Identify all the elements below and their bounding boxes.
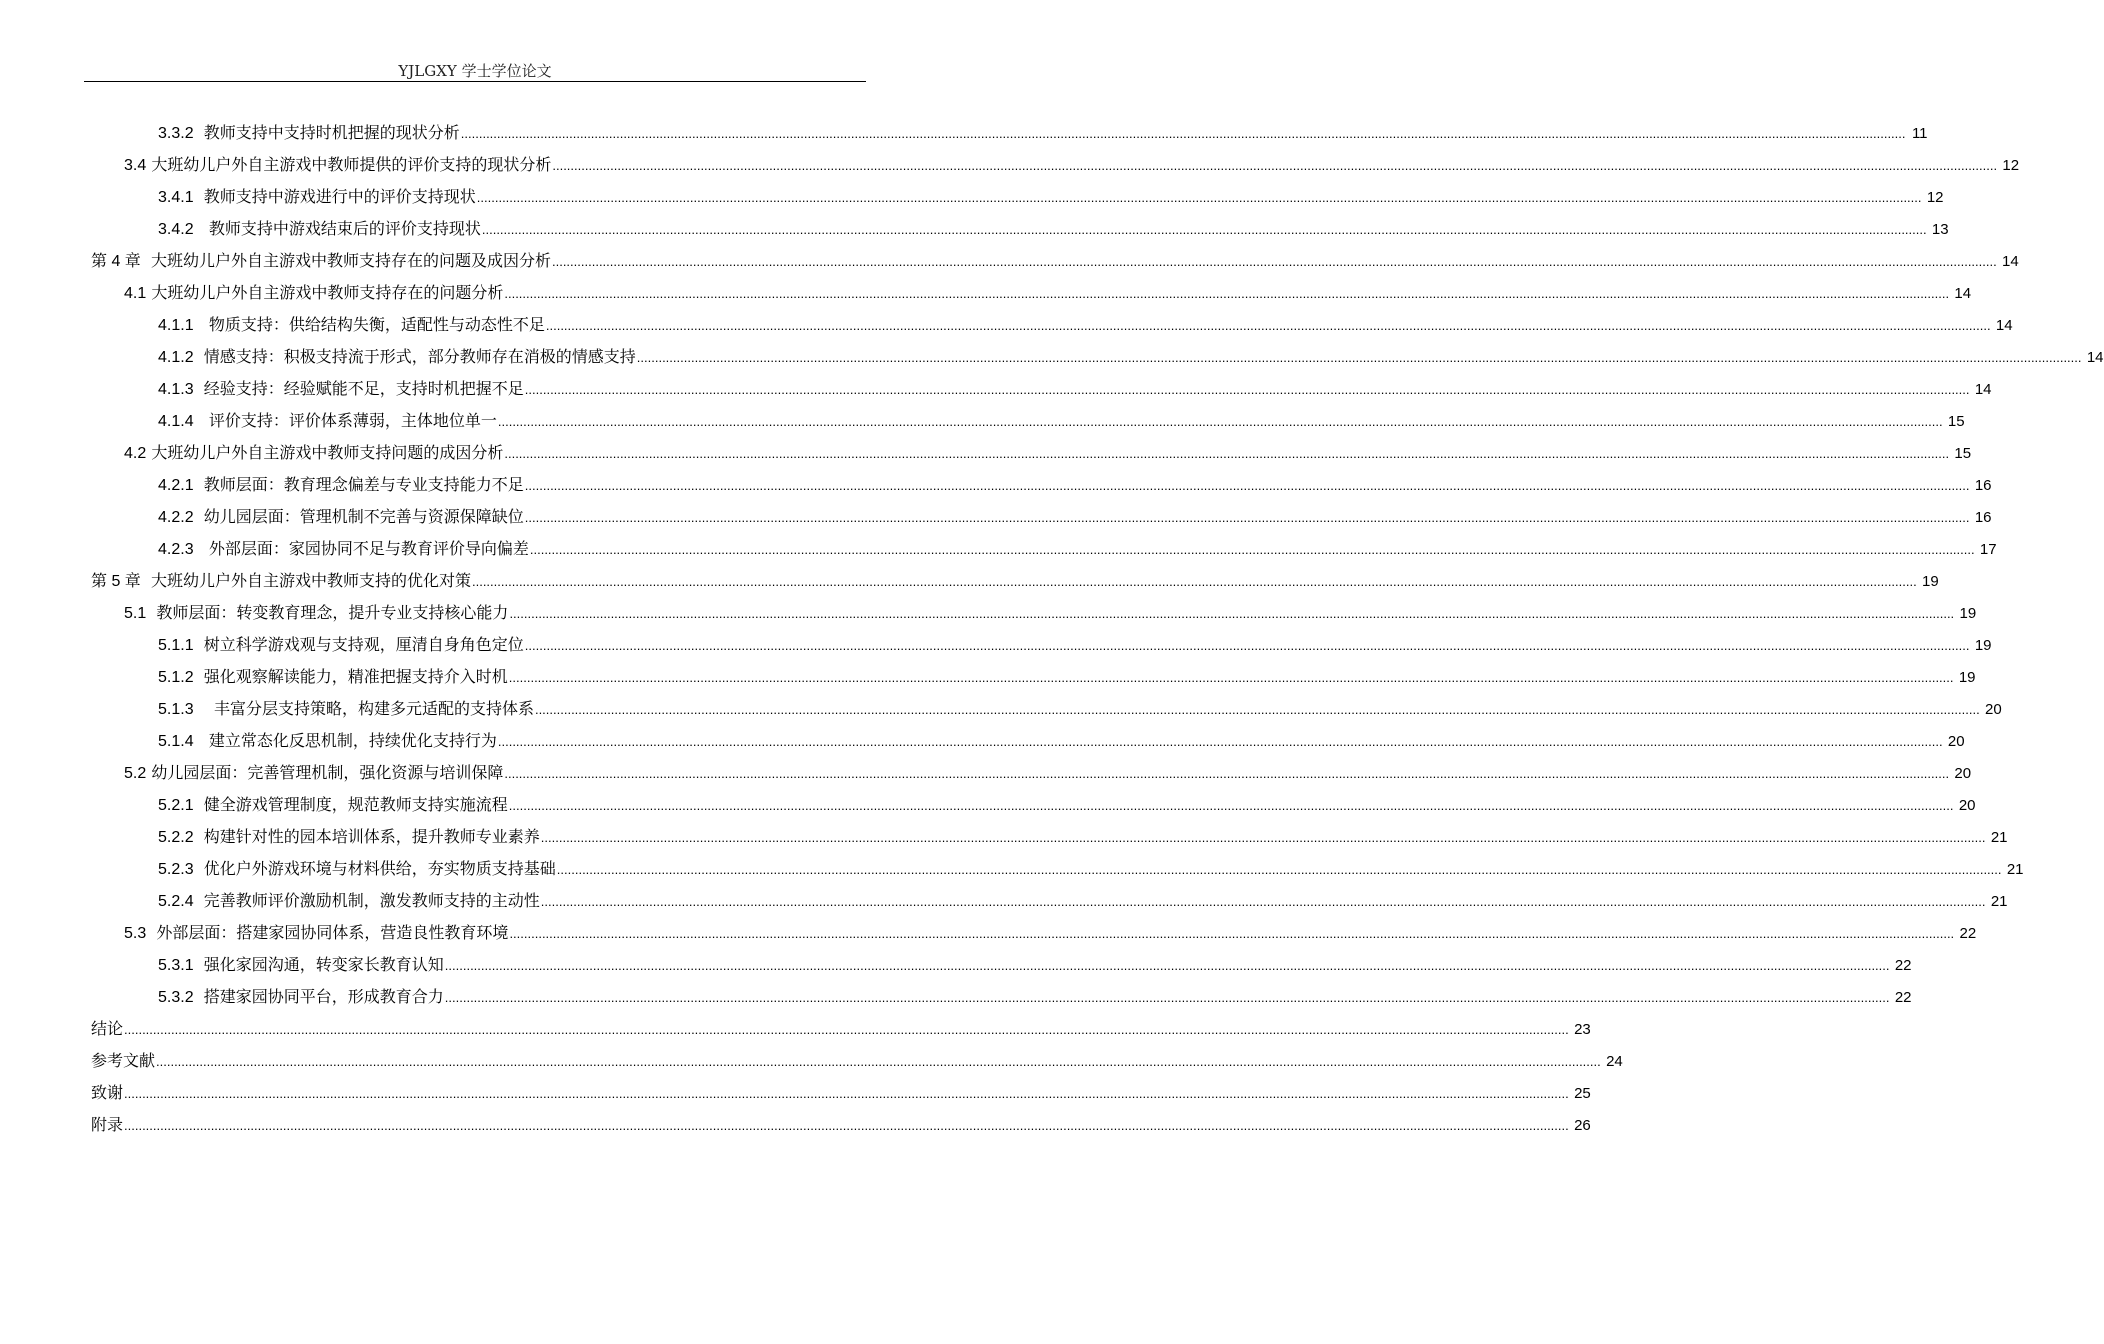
toc-entry-number: 3.3.2 xyxy=(158,125,194,142)
toc-leader-dots: ................................................................................................................................................................................................................................................................................................................................................................................................................ xyxy=(156,1054,1601,1069)
toc-entry[interactable] xyxy=(124,597,1977,629)
toc-leader-dots: ................................................................................................................................................................................................................................................................................................................................................................................................................ xyxy=(545,318,1991,333)
toc-leader-dots: ................................................................................................................................................................................................................................................................................................................................................................................................................ xyxy=(534,702,1980,717)
toc-entry-title: 建立常态化反思机制，持续优化支持行为 xyxy=(208,731,497,750)
toc-entry-title: 丰富分层支持策略，构建多元适配的支持体系 xyxy=(213,699,534,718)
toc-entry-title: 评价支持：评价体系薄弱，主体地位单一 xyxy=(208,411,497,430)
toc-entry-page: 14 xyxy=(1995,317,2013,334)
toc-entry[interactable] xyxy=(158,373,1992,405)
toc-leader-dots: ................................................................................................................................................................................................................................................................................................................................................................................................................ xyxy=(552,158,1998,173)
toc-entry[interactable] xyxy=(158,213,1949,245)
toc-entry-page: 22 xyxy=(1894,957,1912,974)
toc-entry-title: 健全游戏管理制度，规范教师支持实施流程 xyxy=(203,795,508,814)
toc-entry-page: 12 xyxy=(1926,189,1944,206)
toc-leader-dots: ................................................................................................................................................................................................................................................................................................................................................................................................................ xyxy=(504,766,1950,781)
toc-entry[interactable] xyxy=(124,149,2020,181)
toc-leader-dots: ................................................................................................................................................................................................................................................................................................................................................................................................................ xyxy=(471,574,1917,589)
toc-entry-title: 教师支持中游戏进行中的评价支持现状 xyxy=(203,187,476,206)
toc-entry-number: 4.2.1 xyxy=(158,477,194,494)
toc-entry-number: 4.1.2 xyxy=(158,349,194,366)
toc-entry-page: 22 xyxy=(1959,925,1977,942)
toc-leader-dots: ................................................................................................................................................................................................................................................................................................................................................................................................................ xyxy=(556,862,2002,877)
header-divider xyxy=(84,81,866,82)
toc-entry-number: 第 4 章 xyxy=(91,253,141,270)
toc-entry[interactable] xyxy=(158,181,1944,213)
toc-entry[interactable] xyxy=(124,917,1977,949)
toc-entry[interactable] xyxy=(124,277,1972,309)
toc-leader-dots: ................................................................................................................................................................................................................................................................................................................................................................................................................ xyxy=(460,126,1906,141)
toc-entry-number: 5.3 xyxy=(124,925,147,942)
toc-leader-dots: ................................................................................................................................................................................................................................................................................................................................................................................................................ xyxy=(524,638,1970,653)
toc-entry[interactable] xyxy=(158,117,1928,149)
toc-entry-number: 5.3.2 xyxy=(158,989,194,1006)
toc-entry-page: 20 xyxy=(1985,701,2002,718)
toc-leader-dots: ................................................................................................................................................................................................................................................................................................................................................................................................................ xyxy=(444,958,1890,973)
toc-entry-title: 附录 xyxy=(91,1115,124,1134)
toc-entry-title: 参考文献 xyxy=(91,1051,156,1070)
toc-entry-page: 20 xyxy=(1958,797,1976,814)
toc-entry[interactable] xyxy=(91,1013,1591,1045)
toc-entry-page: 14 xyxy=(1974,381,1992,398)
toc-leader-dots: ................................................................................................................................................................................................................................................................................................................................................................................................................ xyxy=(124,1118,1569,1133)
toc-entry-title: 教师层面：教育理念偏差与专业支持能力不足 xyxy=(203,475,524,494)
toc-entry-page: 19 xyxy=(1974,637,1992,654)
toc-entry-number: 5.2.4 xyxy=(158,893,194,910)
toc-entry-page: 20 xyxy=(1954,765,1972,782)
toc-entry-number: 5.1.1 xyxy=(158,637,194,654)
toc-entry-title: 幼儿园层面：管理机制不完善与资源保障缺位 xyxy=(203,507,524,526)
toc-entry-title: 大班幼儿户外自主游戏中教师支持存在的问题及成因分析 xyxy=(150,251,551,270)
toc-entry-number: 4.1 xyxy=(124,285,147,302)
toc-leader-dots: ................................................................................................................................................................................................................................................................................................................................................................................................................ xyxy=(636,350,2082,365)
toc-entry[interactable] xyxy=(158,341,2104,373)
toc-entry-number: 4.1.3 xyxy=(158,381,194,398)
toc-entry[interactable] xyxy=(158,853,2024,885)
toc-entry-number: 4.1.1 xyxy=(158,317,194,334)
toc-leader-dots: ................................................................................................................................................................................................................................................................................................................................................................................................................ xyxy=(508,670,1954,685)
toc-entry[interactable] xyxy=(158,949,1912,981)
toc-entry[interactable] xyxy=(91,1045,1623,1077)
toc-entry-number: 4.2.2 xyxy=(158,509,194,526)
toc-entry-page: 14 xyxy=(2086,349,2104,366)
toc-leader-dots: ................................................................................................................................................................................................................................................................................................................................................................................................................ xyxy=(476,190,1922,205)
toc-entry-number: 4.2.3 xyxy=(158,541,194,558)
toc-leader-dots: ................................................................................................................................................................................................................................................................................................................................................................................................................ xyxy=(481,222,1927,237)
toc-entry-number: 4.1.4 xyxy=(158,413,194,430)
toc-entry-title: 物质支持：供给结构失衡，适配性与动态性不足 xyxy=(208,315,545,334)
toc-entry[interactable] xyxy=(158,725,1965,757)
toc-entry[interactable] xyxy=(158,789,1976,821)
toc-leader-dots: ................................................................................................................................................................................................................................................................................................................................................................................................................ xyxy=(509,606,1955,621)
toc-leader-dots: ................................................................................................................................................................................................................................................................................................................................................................................................................ xyxy=(497,414,1943,429)
toc-entry[interactable] xyxy=(91,565,1939,597)
toc-entry-title: 经验支持：经验赋能不足，支持时机把握不足 xyxy=(203,379,524,398)
toc-entry[interactable] xyxy=(158,469,1992,501)
toc-entry-title: 教师层面：转变教育理念，提升专业支持核心能力 xyxy=(156,603,509,622)
toc-entry-page: 13 xyxy=(1931,221,1949,238)
toc-entry-page: 23 xyxy=(1574,1021,1591,1038)
toc-entry-title: 外部层面：家园协同不足与教育评价导向偏差 xyxy=(208,539,529,558)
toc-entry-number: 5.1 xyxy=(124,605,147,622)
toc-entry[interactable] xyxy=(158,533,1997,565)
toc-entry[interactable] xyxy=(158,821,2008,853)
toc-entry-title: 大班幼儿户外自主游戏中教师支持的优化对策 xyxy=(150,571,471,590)
toc-entry[interactable] xyxy=(158,661,1976,693)
toc-entry-page: 25 xyxy=(1574,1085,1591,1102)
toc-entry-page: 15 xyxy=(1947,413,1965,430)
toc-leader-dots: ................................................................................................................................................................................................................................................................................................................................................................................................................ xyxy=(524,382,1970,397)
toc-entry-page: 14 xyxy=(1954,285,1972,302)
toc-entry-title: 幼儿园层面：完善管理机制，强化资源与培训保障 xyxy=(151,763,504,782)
toc-entry-title: 教师支持中游戏结束后的评价支持现状 xyxy=(208,219,481,238)
toc-entry-number: 第 5 章 xyxy=(91,573,141,590)
toc-entry-page: 15 xyxy=(1954,445,1972,462)
toc-entry-title: 外部层面：搭建家园协同体系，营造良性教育环境 xyxy=(156,923,509,942)
toc-entry-number: 5.1.3 xyxy=(158,701,194,718)
toc-entry-page: 21 xyxy=(1990,829,2008,846)
toc-entry-title: 大班幼儿户外自主游戏中教师支持存在的问题分析 xyxy=(151,283,504,302)
toc-entry-title: 强化观察解读能力，精准把握支持介入时机 xyxy=(203,667,508,686)
toc-entry-page: 24 xyxy=(1606,1053,1623,1070)
toc-entry-title: 大班幼儿户外自主游戏中教师提供的评价支持的现状分析 xyxy=(151,155,552,174)
toc-entry-title: 致谢 xyxy=(91,1083,124,1102)
toc-entry-title: 搭建家园协同平台，形成教育合力 xyxy=(203,987,444,1006)
toc-entry[interactable] xyxy=(158,405,1965,437)
toc-entry-page: 17 xyxy=(1979,541,1997,558)
toc-leader-dots: ................................................................................................................................................................................................................................................................................................................................................................................................................ xyxy=(124,1022,1569,1037)
toc-entry[interactable] xyxy=(158,981,1912,1013)
toc-entry[interactable] xyxy=(158,629,1992,661)
toc-entry[interactable] xyxy=(158,693,2002,725)
toc-entry-page: 11 xyxy=(1911,125,1928,142)
toc-leader-dots: ................................................................................................................................................................................................................................................................................................................................................................................................................ xyxy=(540,894,1986,909)
toc-entry-page: 20 xyxy=(1947,733,1965,750)
toc-entry-number: 4.2 xyxy=(124,445,147,462)
toc-entry-number: 5.1.2 xyxy=(158,669,194,686)
toc-entry[interactable] xyxy=(158,885,2008,917)
toc-leader-dots: ................................................................................................................................................................................................................................................................................................................................................................................................................ xyxy=(444,990,1890,1005)
toc-entry-title: 强化家园沟通，转变家长教育认知 xyxy=(203,955,444,974)
toc-entry-page: 19 xyxy=(1959,605,1977,622)
toc-leader-dots: ................................................................................................................................................................................................................................................................................................................................................................................................................ xyxy=(504,446,1950,461)
toc-entry-number: 3.4.1 xyxy=(158,189,194,206)
toc-entry-title: 树立科学游戏观与支持观，厘清自身角色定位 xyxy=(203,635,524,654)
toc-leader-dots: ................................................................................................................................................................................................................................................................................................................................................................................................................ xyxy=(551,254,1997,269)
toc-entry-number: 5.1.4 xyxy=(158,733,194,750)
toc-leader-dots: ................................................................................................................................................................................................................................................................................................................................................................................................................ xyxy=(124,1086,1569,1101)
toc-entry-page: 21 xyxy=(2006,861,2024,878)
toc-leader-dots: ................................................................................................................................................................................................................................................................................................................................................................................................................ xyxy=(524,510,1970,525)
toc-entry-number: 5.2.1 xyxy=(158,797,194,814)
toc-entry[interactable] xyxy=(91,1109,1591,1141)
toc-entry[interactable] xyxy=(158,501,1992,533)
toc-leader-dots: ................................................................................................................................................................................................................................................................................................................................................................................................................ xyxy=(540,830,1986,845)
toc-entry-page: 19 xyxy=(1922,573,1939,590)
toc-entry-number: 5.2 xyxy=(124,765,147,782)
toc-entry[interactable] xyxy=(124,757,1972,789)
toc-entry[interactable] xyxy=(91,1077,1591,1109)
toc-entry-title: 大班幼儿户外自主游戏中教师支持问题的成因分析 xyxy=(151,443,504,462)
toc-entry-title: 结论 xyxy=(91,1019,124,1038)
toc-entry-page: 26 xyxy=(1574,1117,1591,1134)
page-header-title: YJLGXY 学士学位论文 xyxy=(398,62,552,80)
toc-leader-dots: ................................................................................................................................................................................................................................................................................................................................................................................................................ xyxy=(497,734,1943,749)
toc-entry-page: 21 xyxy=(1990,893,2008,910)
toc-entry[interactable] xyxy=(158,309,2013,341)
toc-entry-number: 5.2.2 xyxy=(158,829,194,846)
toc-entry-number: 5.3.1 xyxy=(158,957,194,974)
toc-entry-page: 16 xyxy=(1974,509,1992,526)
toc-entry-number: 5.2.3 xyxy=(158,861,194,878)
toc-leader-dots: ................................................................................................................................................................................................................................................................................................................................................................................................................ xyxy=(504,286,1950,301)
toc-entry-title: 优化户外游戏环境与材料供给，夯实物质支持基础 xyxy=(203,859,556,878)
toc-leader-dots: ................................................................................................................................................................................................................................................................................................................................................................................................................ xyxy=(524,478,1970,493)
toc-entry-page: 14 xyxy=(2002,253,2019,270)
toc-entry[interactable] xyxy=(124,437,1972,469)
toc-entry-number: 3.4.2 xyxy=(158,221,194,238)
toc-entry-title: 情感支持：积极支持流于形式，部分教师存在消极的情感支持 xyxy=(203,347,636,366)
toc-entry-page: 16 xyxy=(1974,477,1992,494)
toc-entry-title: 教师支持中支持时机把握的现状分析 xyxy=(203,123,460,142)
toc-entry-title: 完善教师评价激励机制，激发教师支持的主动性 xyxy=(203,891,540,910)
toc-leader-dots: ................................................................................................................................................................................................................................................................................................................................................................................................................ xyxy=(508,798,1954,813)
toc-entry-number: 3.4 xyxy=(124,157,147,174)
toc-leader-dots: ................................................................................................................................................................................................................................................................................................................................................................................................................ xyxy=(529,542,1975,557)
toc-entry-page: 19 xyxy=(1958,669,1976,686)
toc-entry-page: 12 xyxy=(2002,157,2020,174)
toc-entry-page: 22 xyxy=(1894,989,1912,1006)
toc-entry[interactable] xyxy=(91,245,2019,277)
toc-entry-title: 构建针对性的园本培训体系，提升教师专业素养 xyxy=(203,827,540,846)
toc-leader-dots: ................................................................................................................................................................................................................................................................................................................................................................................................................ xyxy=(509,926,1955,941)
